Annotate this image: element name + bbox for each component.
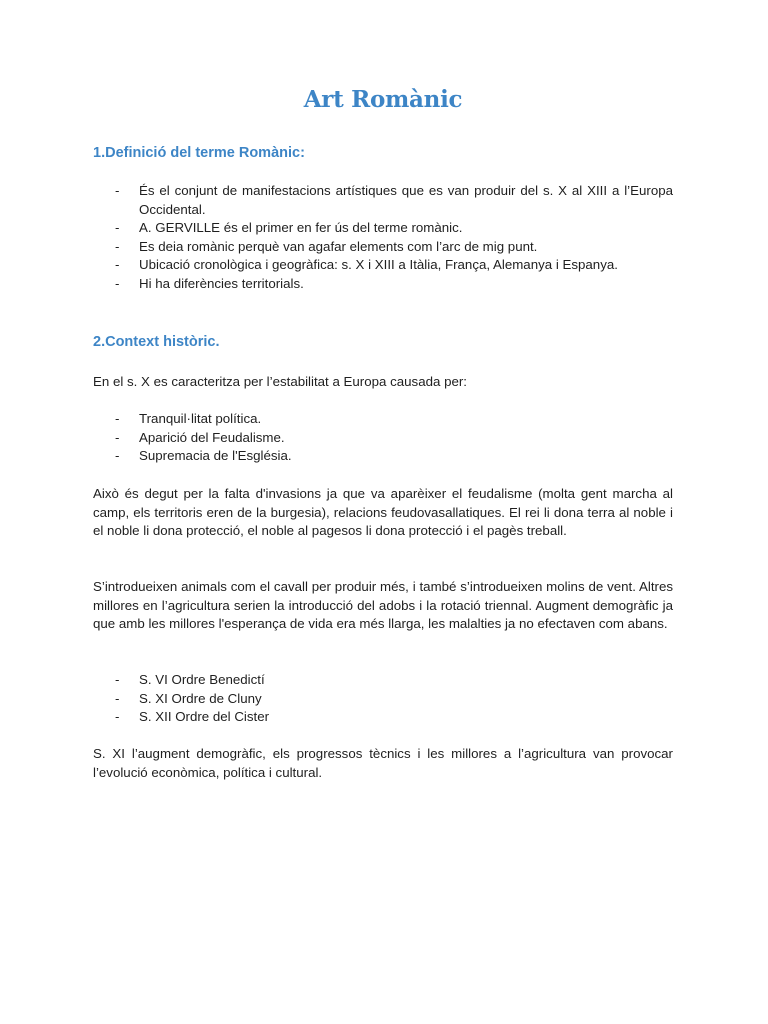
list-item-text: S. XII Ordre del Cister [139,709,270,725]
causes-list [93,410,673,466]
list-item [93,182,673,219]
list-item-text: A. GERVILLE és el primer en fer ús del terme romànic. [139,220,463,236]
list-item [93,410,673,429]
conclusion-paragraph [93,745,673,782]
paragraph-text: En el s. X es caracteritza per l’estabilitat a Europa causada per: [93,374,467,389]
list-item-text: És el conjunt de manifestacions artístiques que es van produir del s. X al XIII a l’Europa Occidental. [139,183,673,217]
list-item [93,671,673,690]
orders-list [93,671,673,727]
dash-bullet: - [115,275,120,291]
context-intro-paragraph [93,373,673,392]
list-item-text: Ubicació cronològica i geogràfica: s. X i XIII a Itàlia, França, Alemanya i Espanya. [139,257,618,273]
list-item-text: S. XI Ordre de Cluny [139,690,262,706]
definition-list [93,182,673,294]
dash-bullet: - [115,257,120,273]
dash-bullet: - [115,709,120,725]
list-item-text: S. VI Ordre Benedictí [139,672,265,687]
list-item [93,256,673,275]
paragraph-text: S’introdueixen animals com el cavall per produir més, i també s’introdueixen molins de vent. Altres millores en l’agricultura serien la introducció del adobs i la rotació triennal. Augment demogràfic ja que amb les millores l'esperança de vida era més llarga, les malalties ja no efectaven com abans. [93,579,673,632]
dash-bullet: - [115,429,120,445]
list-item [93,219,673,238]
dash-bullet: - [115,672,120,687]
dash-bullet: - [115,690,120,706]
list-item [93,275,673,294]
paragraph-text: S. XI l’augment demogràfic, els progressos tècnics i les millores a l’agricultura van provocar l’evolució econòmica, política i cultural. [93,746,673,780]
section-heading-context: 2.Context històric. [93,334,220,350]
list-item-text: Hi ha diferències territorials. [139,275,304,291]
list-item [93,690,673,709]
dash-bullet: - [115,220,120,236]
list-item-text: Es deia romànic perquè van agafar elements com l’arc de mig punt. [139,238,538,254]
list-item-text: Tranquil·litat política. [139,411,262,426]
feudalism-paragraph [93,485,673,541]
agriculture-paragraph [93,578,673,634]
list-item [93,447,673,466]
paragraph-text: Això és degut per la falta d'invasions ja que va aparèixer el feudalisme (molta gent marcha al camp, els territoris eren de la burgesia), relacions feudovasallatiques. El rei li dona terra al noble i el noble li dona protecció, el noble al pagesos li dona protecció i el pagès treball. [93,486,673,539]
dash-bullet: - [115,238,120,254]
list-item [93,708,673,727]
list-item [93,429,673,448]
document-title: Art Romànic [303,86,463,113]
list-item-text: Supremacia de l'Església. [139,448,292,464]
list-item [93,238,673,257]
section-heading-definition: 1.Definició del terme Romànic: [93,145,305,161]
dash-bullet: - [115,448,120,464]
list-item-text: Aparició del Feudalisme. [139,429,285,445]
dash-bullet: - [115,411,120,426]
dash-bullet: - [115,183,120,198]
